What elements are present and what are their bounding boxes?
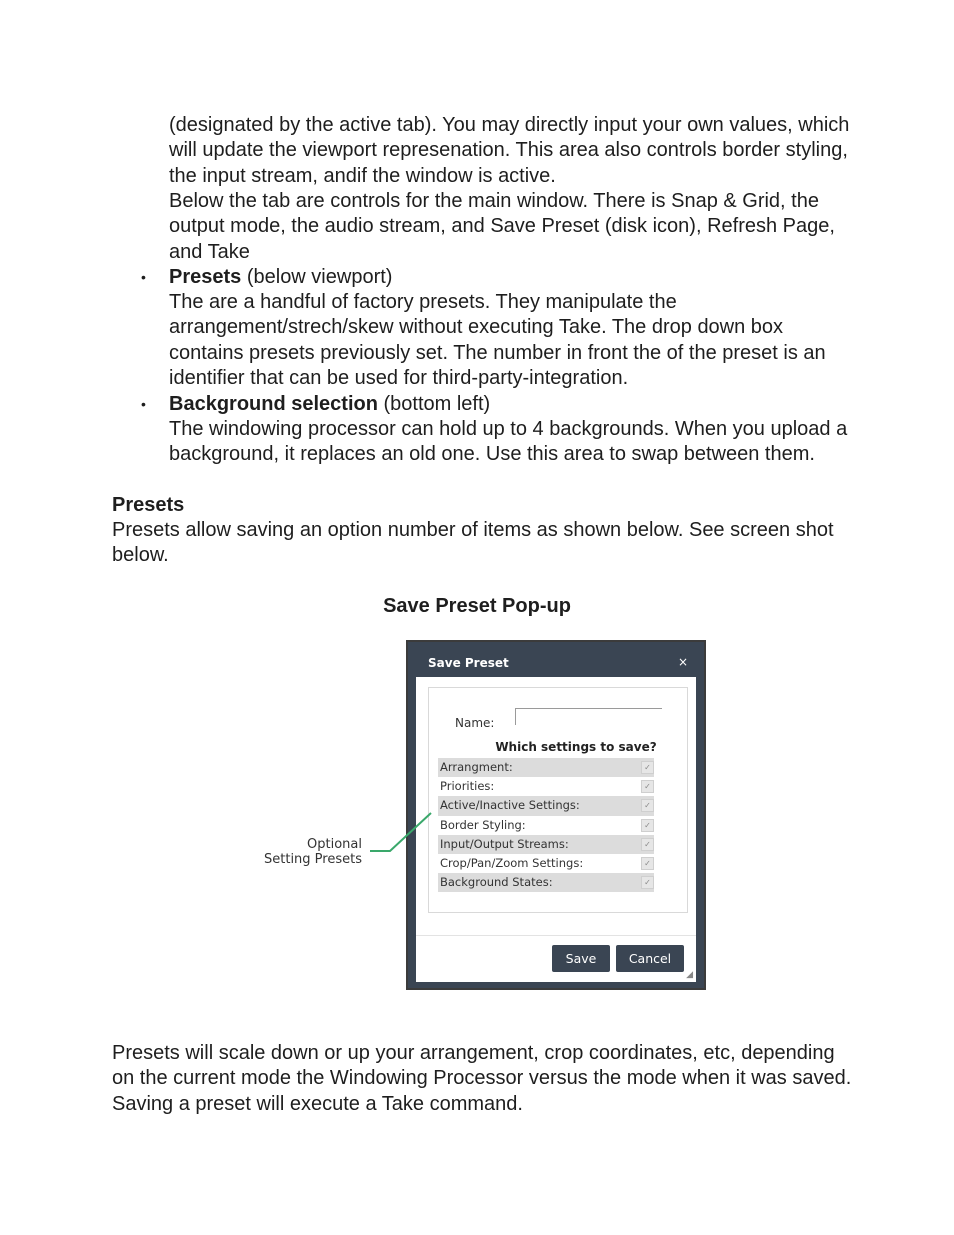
bullet-background bbox=[169, 392, 859, 417]
bullet-qualifier: (below viewport) bbox=[241, 266, 393, 288]
dialog-body bbox=[416, 677, 696, 982]
bullet-marker: • bbox=[141, 396, 146, 412]
leader-polyline bbox=[370, 813, 431, 851]
setting-label: Crop/Pan/Zoom Settings: bbox=[440, 855, 584, 870]
resize-grip-icon: ◢ bbox=[686, 969, 693, 979]
footer-divider bbox=[416, 935, 696, 936]
bullet-qualifier: (bottom left) bbox=[377, 393, 491, 415]
cancel-button: Cancel bbox=[616, 945, 684, 972]
name-input bbox=[515, 708, 662, 725]
name-label: Name: bbox=[455, 716, 495, 730]
setting-row bbox=[438, 835, 654, 854]
paragraph-intro: (designated by the active tab). You may directly input your own values, which will update the viewport represenation. This area also controls border styling, the input stream, andif the window is active. bbox=[169, 114, 850, 187]
checkbox-icon: ✓ bbox=[641, 780, 654, 793]
setting-row bbox=[438, 816, 654, 835]
checkbox-icon: ✓ bbox=[641, 838, 654, 851]
setting-label: Arrangment: bbox=[440, 760, 513, 774]
dialog-titlebar bbox=[416, 651, 696, 677]
bullet-term: Presets bbox=[169, 266, 242, 288]
setting-label: Priorities: bbox=[440, 779, 495, 794]
dialog-title: Save Preset bbox=[428, 656, 509, 670]
settings-list bbox=[438, 758, 654, 892]
settings-heading: Which settings to save? bbox=[495, 740, 657, 754]
setting-label: Input/Output Streams: bbox=[440, 836, 569, 851]
bullet-marker: • bbox=[141, 269, 146, 285]
save-preset-screenshot bbox=[406, 640, 706, 990]
setting-row bbox=[438, 854, 654, 873]
setting-label: Border Styling: bbox=[440, 817, 526, 832]
figure-annotation bbox=[258, 838, 362, 867]
checkbox-icon: ✓ bbox=[641, 799, 654, 812]
annotation-line-2: Setting Presets bbox=[264, 851, 362, 867]
setting-row bbox=[438, 873, 654, 892]
checkbox-icon: ✓ bbox=[641, 876, 654, 889]
settings-panel bbox=[428, 687, 688, 913]
setting-row bbox=[438, 758, 654, 777]
close-icon: × bbox=[677, 655, 688, 669]
paragraph-closing: Presets will scale down or up your arrangement, crop coordinates, etc, depending on the current mode the Windowing Processor versus the mode when it was saved. Saving a preset will execute a Take command. bbox=[112, 1042, 852, 1115]
checkbox-icon: ✓ bbox=[641, 857, 654, 870]
setting-row bbox=[438, 777, 654, 796]
annotation-leader-line bbox=[369, 812, 435, 856]
save-button: Save bbox=[552, 945, 610, 972]
checkbox-icon: ✓ bbox=[641, 819, 654, 832]
setting-label: Active/Inactive Settings: bbox=[440, 798, 580, 813]
section-heading: Presets bbox=[112, 494, 185, 516]
setting-row bbox=[438, 796, 654, 815]
annotation-line-1: Optional bbox=[307, 837, 362, 852]
checkbox-icon: ✓ bbox=[641, 761, 654, 774]
bullet-presets-text: The are a handful of factory presets. They manipulate the arrangement/strech/skew without executing Take. The drop down box contains presets previously set. The number in front the of the preset is an identifier that can be used for third-party-integration. bbox=[169, 291, 826, 389]
bullet-term: Background selection bbox=[169, 393, 378, 415]
section-text: Presets allow saving an option number of items as shown below. See screen shot below. bbox=[112, 519, 834, 567]
bullet-presets bbox=[169, 265, 859, 290]
bullet-background-text: The windowing processor can hold up to 4 backgrounds. When you upload a background, it replaces an old one. Use this area to swap between them. bbox=[169, 418, 848, 466]
paragraph-controls: Below the tab are controls for the main window. There is Snap & Grid, the output mode, the audio stream, and Save Preset (disk icon), Refresh Page, and Take bbox=[169, 190, 835, 263]
figure-caption: Save Preset Pop-up bbox=[383, 595, 571, 617]
setting-label: Background States: bbox=[440, 875, 553, 890]
